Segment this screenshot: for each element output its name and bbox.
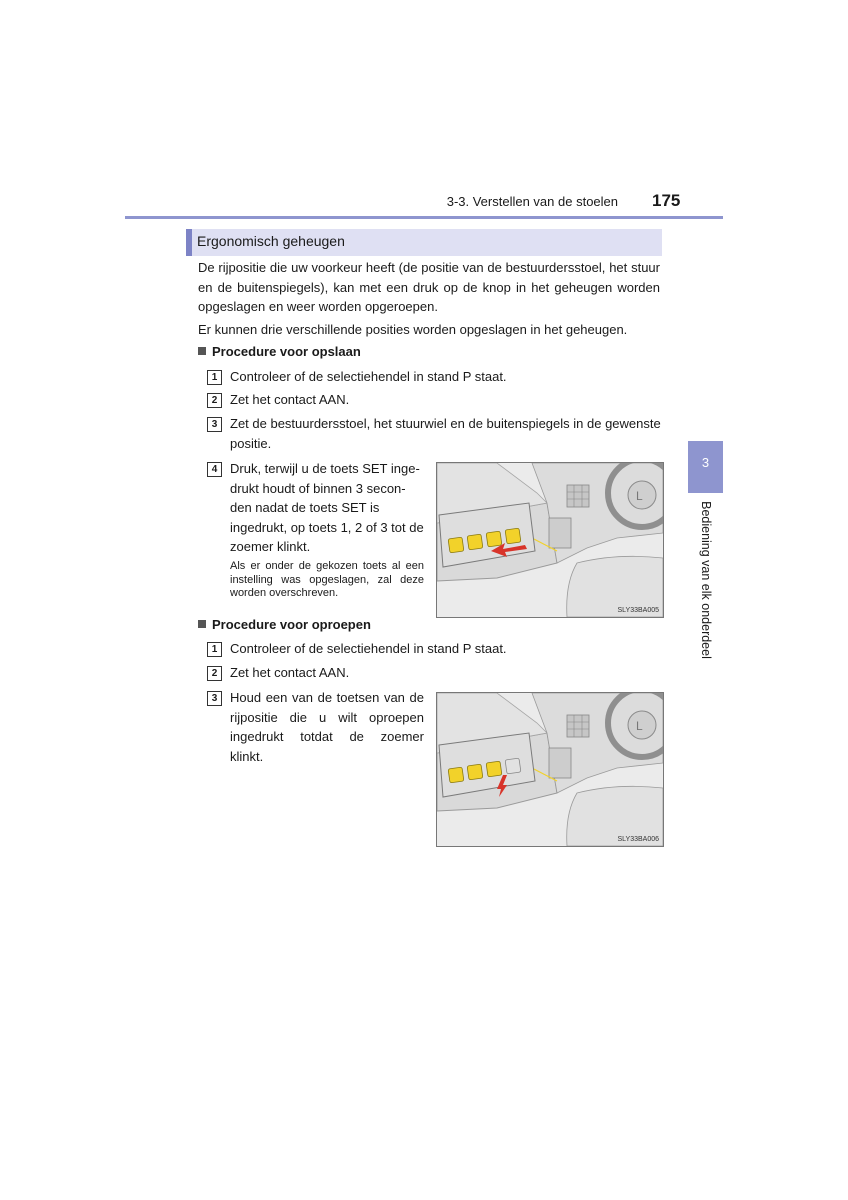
recall-procedure-heading: Procedure voor oproepen xyxy=(198,617,371,632)
step-text: Zet het contact AAN. xyxy=(230,665,350,680)
figure-code: SLY33BA006 xyxy=(617,836,659,843)
running-header: 3-3. Verstellen van de stoelen xyxy=(446,194,618,209)
car-interior-drawing xyxy=(437,693,663,846)
step-number: 3 xyxy=(207,691,222,706)
memory-set-illustration xyxy=(436,462,664,618)
figure-code: SLY33BA005 xyxy=(617,607,659,614)
step-text: Zet de bestuurdersstoel, het stuurwiel en de buitenspiegels in de gewenste positie. xyxy=(230,416,661,451)
header-rule xyxy=(125,216,723,219)
svg-text:L: L xyxy=(636,489,643,503)
step-number: 1 xyxy=(207,370,222,385)
step-number: 2 xyxy=(207,666,222,681)
intro-line: en de buitenspiegels), kan met een druk op de knop in het geheugen worden xyxy=(198,279,660,295)
step-number: 3 xyxy=(207,417,222,432)
step-text: Houd een van de toetsen van de rijpositie die u wilt oproepen ingedrukt totdat de zoemer klinkt. xyxy=(230,690,424,764)
step-number: 4 xyxy=(207,462,222,477)
page-number: 175 xyxy=(652,191,681,210)
step-text: Controleer of de selectiehendel in stand P staat. xyxy=(230,641,507,656)
chapter-label: Bediening van elk onderdeel xyxy=(699,501,713,659)
car-interior-drawing xyxy=(437,463,663,617)
intro-line: opgeslagen en weer worden opgeroepen. xyxy=(198,299,438,314)
section-title: Ergonomisch geheugen xyxy=(197,233,345,249)
intro-paragraph xyxy=(198,258,660,317)
intro-line: De rijpositie die uw voorkeur heeft (de positie van de bestuurdersstoel, het stuur xyxy=(198,260,660,275)
step-text: Zet het contact AAN. xyxy=(230,392,350,407)
step-number: 2 xyxy=(207,393,222,408)
step-text: Controleer of de selectiehendel in stand P staat. xyxy=(230,369,507,384)
step-text: Druk, terwijl u de toets SET inge- drukt houdt of binnen 3 secon- den nadat de toets SET is ingedrukt, op toets 1, 2 of 3 tot de zoemer klinkt. xyxy=(230,461,424,554)
svg-text:L: L xyxy=(636,719,643,733)
step-number: 1 xyxy=(207,642,222,657)
memory-recall-illustration xyxy=(436,692,664,847)
chapter-tab: 3 xyxy=(688,441,723,493)
memory-positions-paragraph: Er kunnen drie verschillende posities worden opgeslagen in het geheugen. xyxy=(198,322,628,337)
save-procedure-heading: Procedure voor opslaan xyxy=(198,344,361,359)
overwrite-note: Als er onder de gekozen toets al een instelling was opgeslagen, zal deze worden overschreven. xyxy=(230,560,424,599)
